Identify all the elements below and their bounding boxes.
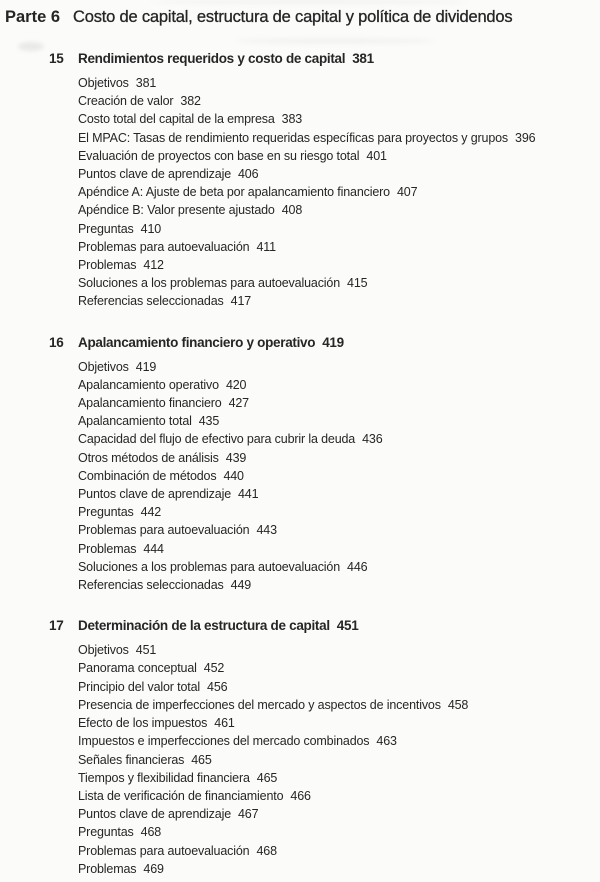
entry-page-number: 441: [238, 487, 259, 502]
entry-page-number: 467: [238, 807, 259, 822]
chapter-title: [78, 50, 374, 68]
entry-page-number: 427: [228, 396, 249, 411]
toc-entry: [78, 449, 600, 467]
entry-list: [0, 641, 600, 878]
entry-label: Puntos clave de aprendizaje: [78, 167, 231, 182]
chapter-header: [0, 50, 600, 68]
entry-page-number: 411: [256, 239, 276, 254]
toc-entry: [78, 292, 600, 310]
entry-page-number: 468: [256, 843, 277, 858]
entry-label: Apéndice A: Ajuste de beta por apalancamiento financiero: [78, 185, 390, 200]
entry-page-number: 407: [396, 185, 418, 200]
entry-label: Referencias seleccionadas: [78, 294, 224, 309]
entry-label: Principio del valor total: [78, 679, 201, 694]
entry-page-number: 436: [362, 432, 383, 447]
entry-page-number: 419: [135, 359, 157, 374]
toc-entry: [78, 659, 600, 677]
entry-page-number: 410: [140, 221, 162, 236]
toc-entry: [78, 576, 600, 594]
chapter-list: [0, 50, 600, 878]
entry-page-number: 406: [238, 167, 259, 182]
entry-page-number: 412: [143, 258, 164, 273]
toc-entry: [78, 805, 600, 823]
entry-label: Tiempos y flexibilidad financiera: [78, 770, 250, 785]
chapter-header: [0, 617, 600, 635]
entry-page-number: 444: [143, 541, 164, 556]
entry-label: Objetivos: [78, 359, 129, 374]
toc-entry: [78, 503, 600, 521]
toc-entry: [78, 787, 600, 805]
entry-label: Problemas para autoevaluación: [78, 843, 250, 858]
entry-page-number: 415: [347, 276, 368, 291]
entry-label: Impuestos e imperfecciones del mercado combinados: [78, 734, 370, 749]
toc-entry: [78, 165, 600, 183]
entry-page-number: 446: [347, 559, 368, 574]
chapter-section: [0, 50, 600, 311]
toc-entry: [78, 201, 600, 219]
entry-page-number: 466: [290, 788, 311, 803]
entry-page-number: 449: [230, 578, 252, 593]
toc-entry: [78, 147, 600, 165]
entry-label: Puntos clave de aprendizaje: [78, 487, 231, 502]
entry-label: Otros métodos de análisis: [78, 450, 219, 465]
part-label: Parte 6: [5, 8, 61, 26]
toc-entry: [78, 842, 600, 860]
entry-label: Creación de valor: [78, 94, 174, 109]
toc-entry: [78, 540, 600, 558]
toc-entry: [78, 732, 600, 750]
bleed-through-smudge: [235, 38, 435, 44]
chapter-section: [0, 617, 600, 878]
entry-page-number: 451: [135, 643, 157, 658]
entry-label: El MPAC: Tasas de rendimiento requeridas específicas para proyectos y grupos: [78, 130, 509, 145]
chapter-title-text: Apalancamiento financiero y operativo: [78, 334, 316, 350]
toc-entry: [78, 274, 600, 292]
chapter-number: 17: [49, 618, 64, 634]
part-title: Costo de capital, estructura de capital y política de dividendos: [73, 8, 513, 26]
toc-entry: [78, 74, 600, 92]
entry-label: Objetivos: [78, 643, 129, 658]
toc-entry: [78, 485, 600, 503]
chapter-page-number: 381: [352, 51, 374, 66]
entry-label: Señales financieras: [78, 752, 185, 767]
entry-page-number: 456: [207, 679, 228, 694]
entry-label: Capacidad del flujo de efectivo para cubrir la deuda: [78, 432, 356, 447]
entry-label: Problemas: [78, 258, 137, 273]
entry-page-number: 439: [225, 450, 247, 465]
toc-entry: [78, 220, 600, 238]
entry-label: Apalancamiento operativo: [78, 377, 219, 392]
entry-label: Problemas: [78, 541, 137, 556]
entry-label: Problemas para autoevaluación: [78, 239, 250, 254]
entry-page-number: 461: [214, 716, 235, 731]
chapter-title-text: Determinación de la estructura de capital: [78, 618, 330, 634]
entry-page-number: 401: [366, 148, 387, 163]
toc-entry: [78, 521, 600, 539]
entry-label: Apalancamiento total: [78, 414, 192, 429]
chapter-section: [0, 334, 600, 595]
chapter-title-text: Rendimientos requeridos y costo de capital: [78, 51, 346, 66]
toc-entry: [78, 412, 600, 430]
entry-label: Presencia de imperfecciones del mercado y aspectos de incentivos: [78, 697, 441, 712]
entry-label: Efecto de los impuestos: [78, 716, 208, 731]
toc-entry: [78, 641, 600, 659]
entry-page-number: 381: [135, 76, 157, 90]
entry-page-number: 443: [256, 523, 277, 538]
toc-entry: [78, 256, 600, 274]
entry-label: Apalancamiento financiero: [78, 396, 222, 411]
toc-entry: [78, 714, 600, 732]
entry-label: Evaluación de proyectos con base en su riesgo total: [78, 148, 360, 163]
entry-page-number: 465: [256, 770, 278, 785]
entry-label: Problemas para autoevaluación: [78, 523, 250, 538]
toc-entry: [78, 467, 600, 485]
entry-label: Combinación de métodos: [78, 468, 217, 483]
entry-page-number: 463: [376, 734, 397, 749]
entry-list: [0, 74, 600, 311]
part-header: [0, 0, 600, 27]
entry-page-number: 383: [281, 112, 303, 127]
toc-entry: [78, 860, 600, 878]
entry-page-number: 469: [143, 861, 164, 876]
chapter-number: 16: [49, 334, 64, 350]
toc-entry: [78, 238, 600, 256]
entry-page-number: 458: [447, 697, 469, 712]
entry-page-number: 468: [140, 825, 162, 840]
toc-entry: [78, 558, 600, 576]
entry-label: Soluciones a los problemas para autoevaluación: [78, 276, 341, 291]
chapter-number: 15: [49, 51, 64, 66]
entry-label: Costo total del capital de la empresa: [78, 112, 275, 127]
entry-label: Preguntas: [78, 825, 134, 840]
entry-label: Problemas: [78, 861, 137, 876]
entry-page-number: 417: [230, 294, 252, 309]
entry-label: Lista de verificación de financiamiento: [78, 788, 284, 803]
entry-label: Apéndice B: Valor presente ajustado: [78, 203, 275, 218]
toc-entry: [78, 751, 600, 769]
toc-entry: [78, 92, 600, 110]
entry-label: Panorama conceptual: [78, 661, 197, 676]
entry-page-number: 396: [515, 130, 536, 145]
entry-page-number: 465: [191, 752, 212, 767]
chapter-title: [78, 617, 358, 635]
toc-entry: [78, 696, 600, 714]
toc-entry: [78, 823, 600, 841]
entry-label: Referencias seleccionadas: [78, 578, 224, 593]
entry-page-number: 382: [180, 94, 201, 109]
entry-page-number: 408: [281, 203, 303, 218]
entry-label: Puntos clave de aprendizaje: [78, 807, 231, 822]
toc-entry: [78, 678, 600, 696]
entry-page-number: 440: [223, 468, 244, 483]
chapter-header: [0, 334, 600, 352]
entry-label: Preguntas: [78, 221, 134, 236]
entry-page-number: 420: [225, 377, 247, 392]
toc-entry: [78, 376, 600, 394]
toc-entry: [78, 358, 600, 376]
entry-label: Soluciones a los problemas para autoevaluación: [78, 559, 341, 574]
entry-page-number: 452: [203, 661, 225, 676]
entry-list: [0, 358, 600, 595]
toc-entry: [78, 110, 600, 128]
toc-entry: [78, 769, 600, 787]
entry-page-number: 435: [198, 414, 220, 429]
chapter-title: [78, 334, 344, 352]
toc-entry: [78, 394, 600, 412]
chapter-page-number: 419: [322, 334, 344, 350]
chapter-page-number: 451: [336, 618, 359, 634]
entry-label: Preguntas: [78, 505, 134, 520]
toc-entry: [78, 129, 600, 147]
entry-label: Objetivos: [78, 76, 129, 90]
entry-page-number: 442: [140, 505, 162, 520]
toc-entry: [78, 183, 600, 201]
toc-entry: [78, 430, 600, 448]
